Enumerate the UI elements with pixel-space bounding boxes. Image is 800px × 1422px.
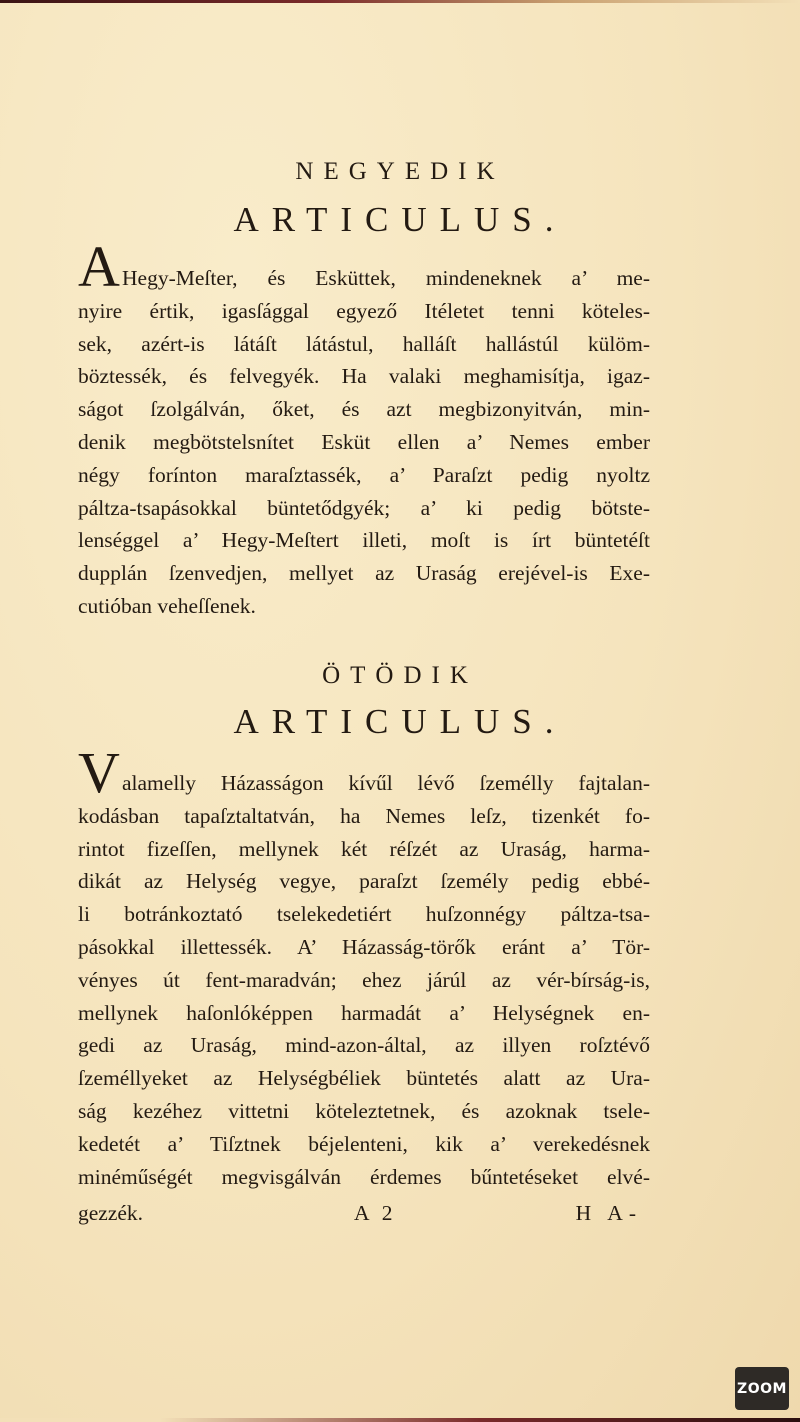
text-line: rintot fizeſſen, mellynek két réſzét az Uraság, harma- [78, 836, 650, 861]
article-4-number: NEGYEDIK [295, 158, 505, 185]
article-5-dropcap: V [78, 740, 120, 805]
article-4-dropcap: A [78, 234, 120, 299]
text-line: négy forínton maraſztassék, a’ Paraſzt pedig nyoltz [78, 462, 650, 487]
text-line: kedetét a’ Tiſztnek béjelenteni, kik a’ verekedésnek [78, 1131, 650, 1156]
text-line: sek, azért-is látáſt látástul, halláſt hallástúl külöm- [78, 331, 650, 356]
article-5-body [78, 767, 650, 1193]
text-line: kodásban tapaſztaltatván, ha Nemes leſz, tizenkét fo- [78, 803, 650, 828]
text-line: vényes út fent-maradván; ehez járúl az vér-bírság-is, [78, 967, 650, 992]
text-line: gedi az Uraság, mind-azon-által, az illyen roſztévő [78, 1033, 650, 1058]
article-4-title: ARTICULUS. [233, 200, 567, 239]
page-edge-bottom [0, 1418, 800, 1422]
zoom-logo[interactable]: ZOOM [735, 1367, 789, 1410]
text-line: böztessék, és felvegyék. Ha valaki meghamisítja, igaz- [78, 364, 650, 389]
text-line: ſzeméllyeket az Helységbéliek büntetés alatt az Ura- [78, 1066, 650, 1091]
text-line: ságot ſzolgálván, őket, és azt megbizonyitván, min- [78, 397, 650, 422]
text-line: dikát az Helység vegye, paraſzt ſzemély pedig ebbé- [78, 869, 650, 894]
catchword: H A- [575, 1201, 642, 1225]
page-edge-top [0, 0, 800, 3]
article-5-title: ARTICULUS. [233, 702, 567, 741]
article-4-body [78, 262, 650, 623]
text-line: lenséggel a’ Hegy-Meſtert illeti, moſt is írt büntetéſt [78, 528, 650, 553]
text-line: pásokkal illettessék. A’ Házasság-törők eránt a’ Tör- [78, 934, 650, 959]
text-line: minéműségét megvisgálván érdemes bűntetéseket elvé- [78, 1164, 650, 1189]
text-line: páltza-tsapásokkal büntetődgyék; a’ ki pedig bötste- [78, 495, 650, 520]
article-5-number: ÖTÖDIK [322, 662, 478, 689]
text-line: ság kezéhez vittetni köteleztetnek, és azoknak tsele- [78, 1098, 650, 1123]
text-line: alamelly Házasságon kívűl lévő ſzemélly fajtalan- [122, 771, 650, 795]
text-line: denik megbötstelsnítet Esküt ellen a’ Nemes ember [78, 429, 650, 454]
text-line: cutióban veheſſenek. [78, 593, 256, 618]
text-line-last-word: gezzék. [78, 1201, 144, 1225]
text-line: nyire értik, igasſággal egyező Itéletet tenni köteles- [78, 298, 650, 323]
text-line: Hegy-Meſter, és Esküttek, mindeneknek a’ me- [122, 266, 650, 290]
page-footer [78, 1201, 650, 1234]
text-line: mellynek haſonlóképpen harmadát a’ Helységnek en- [78, 1000, 650, 1025]
text-line: li botránkoztató tselekedetiért huſzonnégy páltza-tsa- [78, 902, 650, 927]
signature-mark: A 2 [354, 1201, 397, 1225]
text-line: dupplán ſzenvedjen, mellyet az Uraság erejével-is Exe- [78, 561, 650, 586]
